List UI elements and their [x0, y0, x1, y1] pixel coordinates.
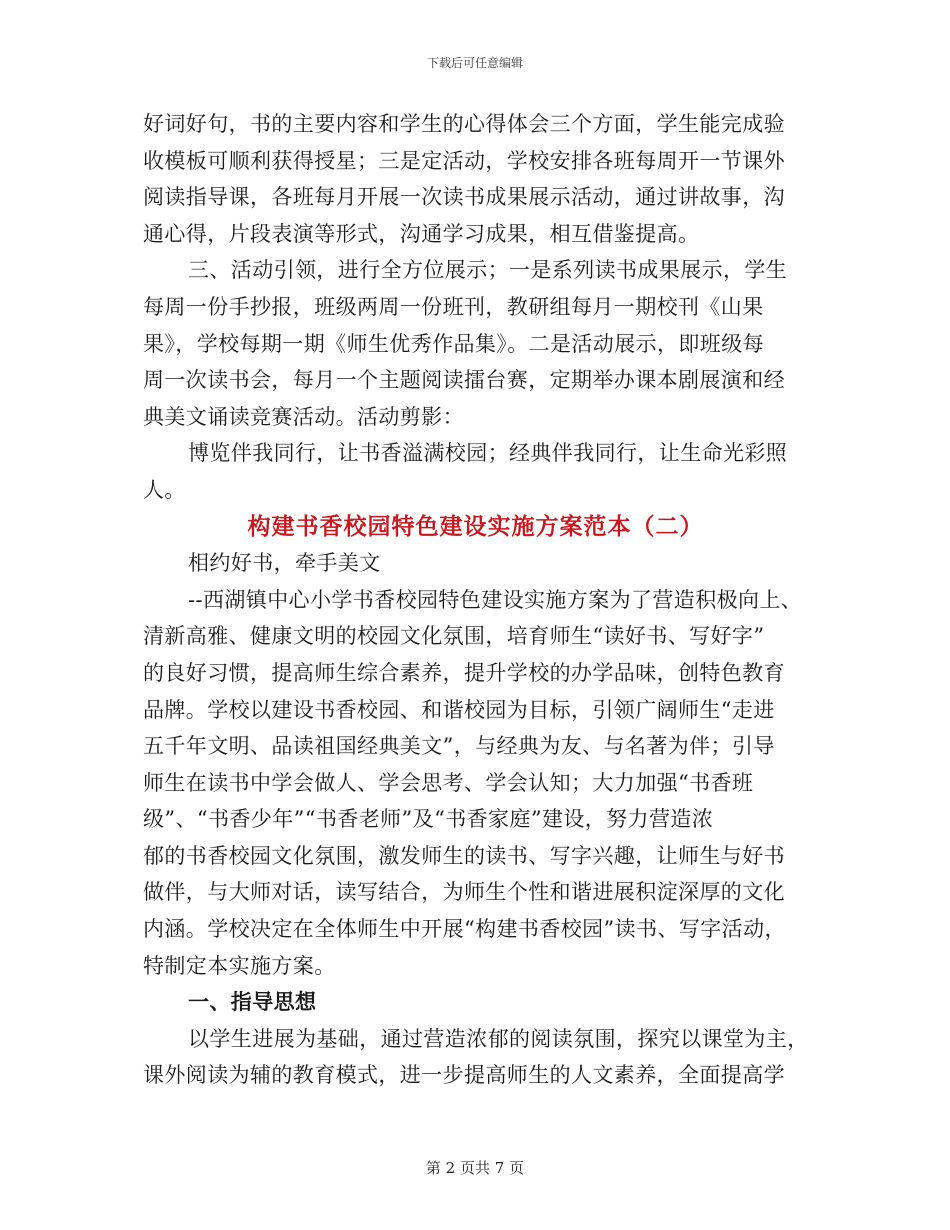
body-line: 好词好句，书的主要内容和学生的心得体会三个方面，学生能完成验	[143, 112, 785, 136]
motto-line: 人。	[143, 477, 186, 502]
motto-line: 博览伴我同行，让书香溢满校园；经典伴我同行，让生命光彩照	[188, 441, 788, 466]
header-note: 下载后可任意编辑	[426, 56, 523, 70]
intro-line: 做伴，与大师对话，读写结合，为师生个性和谐进展积淀深厚的文化	[143, 880, 785, 905]
intro-line: 特制定本实施方案。	[143, 953, 336, 978]
guide-line: 课外阅读为辅的教育模式，进一步提高师生的人文素养，全面提高学	[143, 1063, 785, 1088]
intro-line: 五千年文明、品读祖国经典美文”，与经典为友、与名著为伴；引导	[143, 734, 775, 759]
body-line: 三、活动引领，进行全方位展示；一是系列读书成果展示，学生	[188, 258, 788, 283]
body-line: 周一次读书会，每月一个主题阅读擂台赛，定期举办课本剧展演和经	[143, 368, 785, 393]
body-line: 每周一份手抄报，班级两周一份班刊，教研组每月一期校刊《山果	[143, 294, 764, 319]
section-title: 构建书香校园特色建设实施方案范本（二）	[247, 512, 704, 540]
page-footer: 第 2 页共 7 页	[425, 1159, 525, 1177]
document-body	[143, 106, 808, 1094]
intro-line: 级”、“书香少年”“书香老师”及“书香家庭”建设，努力营造浓	[143, 807, 714, 832]
intro-line: 的良好习惯，提高师生综合素养，提升学校的办学品味，创特色教育	[143, 660, 785, 685]
intro-line: 郁的书香校园文化氛围，激发师生的读书、写字兴趣，让师生与好书	[143, 843, 785, 868]
body-line: 典美文诵读竞赛活动。活动剪影：	[143, 404, 464, 429]
body-line: 果》，学校每期一期《师生优秀作品集》。二是活动展示，即班级每	[143, 331, 764, 356]
intro-line: --西湖镇中心小学书香校园特色建设实施方案为了营造积极向上、	[188, 587, 803, 612]
intro-line: 师生在读书中学会做人、学会思考、学会认知；大力加强“书香班	[143, 770, 754, 795]
intro-line: 清新高雅、健康文明的校园文化氛围，培育师生“读好书、写好字”	[143, 624, 765, 649]
intro-line: 内涵。学校决定在全体师生中开展“构建书香校园”读书、写字活动，	[143, 917, 786, 942]
intro-line: 品牌。学校以建设书香校园、和谐校园为目标，引领广阔师生“走进	[143, 697, 775, 722]
body-line: 通心得，片段表演等形式，沟通学习成果，相互借鉴提高。	[143, 221, 700, 246]
guide-line: 以学生进展为基础，通过营造浓郁的阅读氛围，探究以课堂为主，	[188, 1026, 809, 1051]
body-line: 收模板可顺利获得授星；三是定活动，学校安排各班每周开一节课外	[143, 148, 785, 173]
body-line: 阅读指导课，各班每月开展一次读书成果展示活动，通过讲故事，沟	[143, 185, 785, 210]
heading-guiding-ideology: 一、指导思想	[188, 989, 317, 1015]
subtitle: 相约好书，牵手美文	[188, 551, 381, 576]
